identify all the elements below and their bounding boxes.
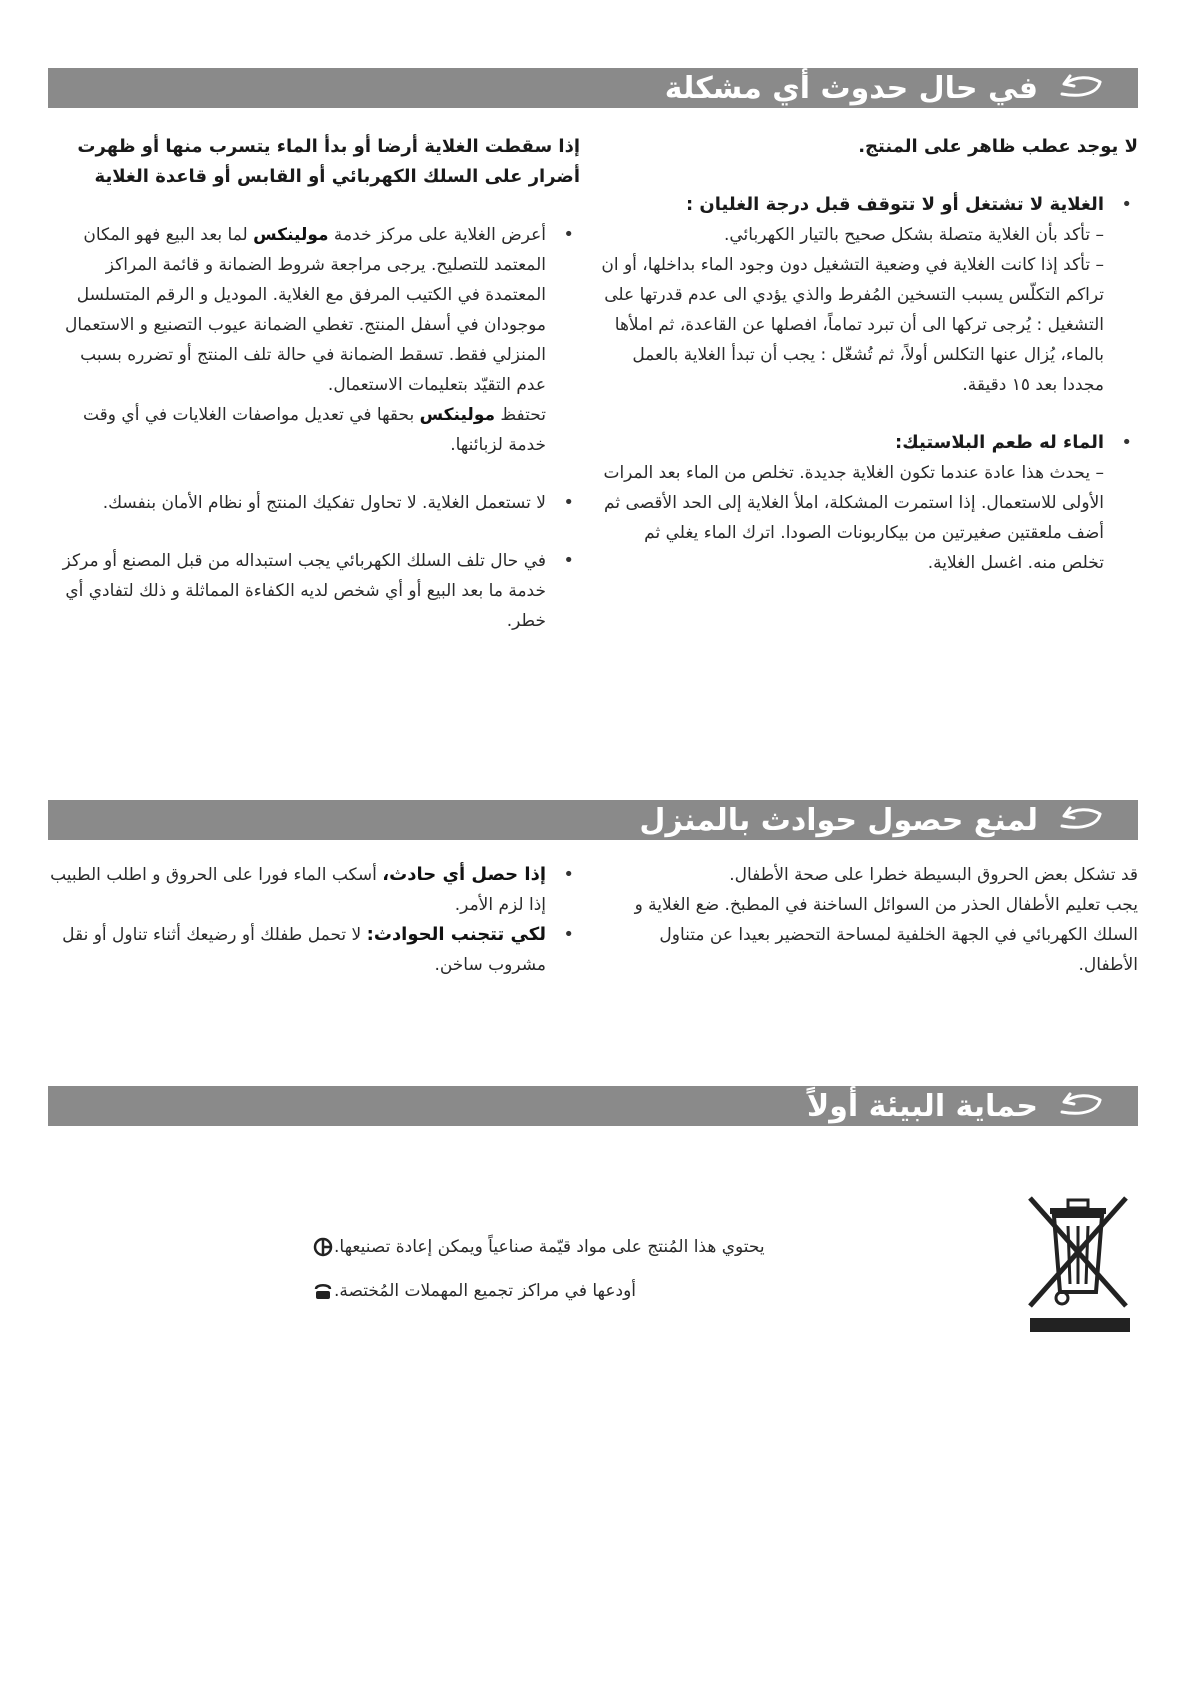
item-line: – يحدث هذا عادة عندما تكون الغلاية جديدة. تخلص من الماء بعد المرات الأولى للاستعمال. إذا استمرت المشكلة، املأ الغلاية إلى الحد الأقصى ثم أضف ملعقتين صغيرتين من بيكاربونات الصودا. اترك الماء يغلي ثم تخلص منه. اغسل الغلاية. xyxy=(603,463,1104,573)
brand-name: مولينكس xyxy=(419,405,496,425)
section-title: لمنع حصول حوادث بالمنزل xyxy=(639,802,1038,838)
list-item xyxy=(48,220,580,460)
arrow-return-icon xyxy=(1048,1086,1108,1126)
section-banner-environment xyxy=(48,1086,1138,1126)
section-banner-problems xyxy=(48,68,1138,108)
list-item xyxy=(300,1276,1000,1306)
problems-right-column xyxy=(600,132,1138,578)
accidents-left-column xyxy=(48,860,580,980)
arrow-return-icon xyxy=(1048,800,1108,840)
item-line: – تأكد بأن الغلاية متصلة بشكل صحيح بالتيار الكهربائي. xyxy=(723,225,1104,245)
environment-list xyxy=(300,1232,1000,1306)
bold-lead: إذا حصل أي حادث، xyxy=(382,864,546,885)
arrow-return-icon xyxy=(1048,68,1108,108)
recycle-symbol-icon xyxy=(312,1236,334,1258)
collection-point-icon xyxy=(312,1280,334,1302)
section-title: في حال حدوث أي مشكلة xyxy=(664,70,1038,106)
paragraph: تحتفظ مولينكس بحقها في تعديل مواصفات الغلايات في أي وقت خدمة لزبائنها. xyxy=(82,405,546,455)
item-title: • الغلاية لا تشتغل أو لا تتوقف قبل درجة الغليان : xyxy=(685,194,1104,215)
list-item xyxy=(48,546,580,636)
paragraph: يجب تعليم الأطفال الحذر من السوائل الساخنة في المطبخ. ضع الغلاية و السلك الكهربائي في الجهة الخلفية لمساحة التحضير بعيدا عن متناول الأطفال. xyxy=(634,895,1138,975)
section-banner-accidents xyxy=(48,800,1138,840)
list-item xyxy=(300,1232,1000,1262)
list-item xyxy=(48,488,580,518)
bold-lead: لكي تتجنب الحوادث: xyxy=(366,924,546,945)
item-line: – تأكد إذا كانت الغلاية في وضعية التشغيل دون وجود الماء بداخلها، أو ان تراكم التكلّس يسبب التسخين المُفرط والذي يؤدي الى عدم قدرتها على التشغيل : يُرجى تركها الى أن تبرد تماماً، افصلها عن القاعدة، ثم املأها بالماء، يُزال عنها التكلس أولاً، ثم تُشغّل : يجب أن تبدأ الغلاية بالعمل مجددا بعد ١٥ دقيقة. xyxy=(601,255,1104,395)
paragraph: أودعها في مراكز تجميع المهملات المُختصة. xyxy=(334,1281,637,1301)
heading-no-visible-damage: لا يوجد عطب ظاهر على المنتج. xyxy=(858,136,1138,157)
heading-kettle-damaged: إذا سقطت الغلاية أرضا أو بدأ الماء يتسرب منها أو ظهرت أضرار على السلك الكهربائي أو القابس أو قاعدة الغلاية xyxy=(77,136,580,187)
item-title: • الماء له طعم البلاستيك: xyxy=(895,432,1104,453)
paragraph: يحتوي هذا المُنتج على مواد قيّمة صناعياً ويمكن إعادة تصنيعها. xyxy=(334,1237,765,1257)
list-item xyxy=(600,428,1138,578)
list-item xyxy=(600,190,1138,400)
list-item: • لكي تتجنب الحوادث: لا تحمل طفلك أو رضيعك أثناء تناول أو نقل مشروب ساخن. xyxy=(48,920,580,980)
section-title: حماية البيئة أولاً xyxy=(806,1088,1038,1124)
paragraph: • أعرض الغلاية على مركز خدمة مولينكس لما بعد البيع فهو المكان المعتمد للتصليح. يرجى مراجعة شروط الضمانة و قائمة المراكز المعتمدة في الكتيب المرفق مع الغلاية. الموديل و الرقم المتسلسل موجودان في أسفل المنتج. تغطي الضمانة عيوب التصنيع و الاستعمال المنزلي فقط. تسقط الضمانة في حالة تلف المنتج أو تضرره بسبب عدم التقيّد بتعليمات الاستعمال. xyxy=(65,225,546,395)
problems-left-column xyxy=(48,132,580,636)
crossed-bin-icon xyxy=(1024,1194,1132,1334)
brand-name: مولينكس xyxy=(253,225,329,245)
accidents-right-column xyxy=(600,860,1138,980)
paragraph: • لا تستعمل الغلاية. لا تحاول تفكيك المنتج أو نظام الأمان بنفسك. xyxy=(102,493,546,513)
paragraph: قد تشكل بعض الحروق البسيطة خطرا على صحة الأطفال. xyxy=(729,865,1138,885)
list-item: • إذا حصل أي حادث، أسكب الماء فورا على الحروق و اطلب الطبيب إذا لزم الأمر. xyxy=(48,860,580,920)
paragraph: • في حال تلف السلك الكهربائي يجب استبداله من قبل المصنع أو مركز خدمة ما بعد البيع أو أي شخص لديه الكفاءة المماثلة و ذلك لتفادي أي خطر. xyxy=(62,551,546,631)
